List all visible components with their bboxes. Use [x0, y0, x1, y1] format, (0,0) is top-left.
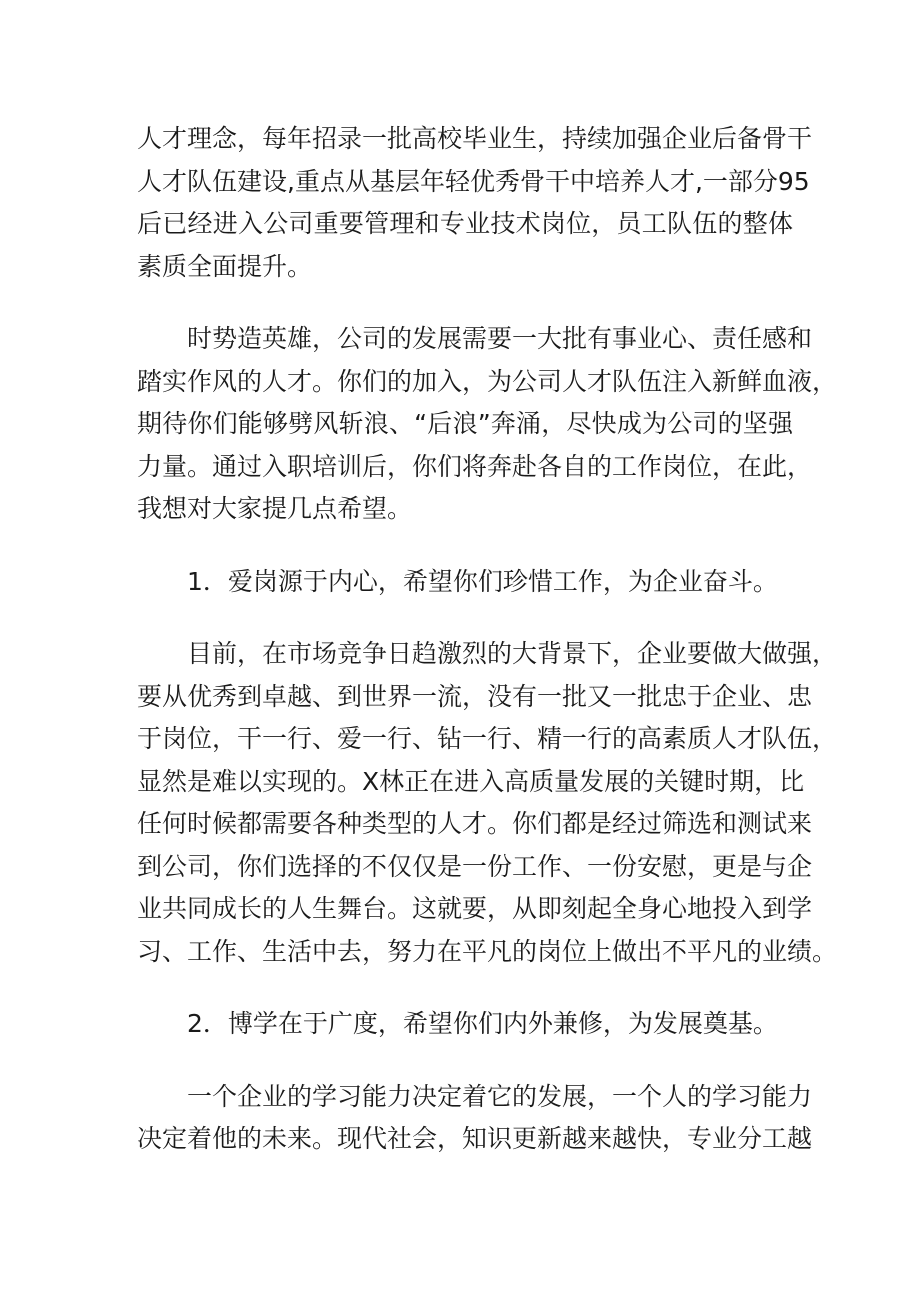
text-line: 任何时候都需要各种类型的人才。你们都是经过筛选和测试来	[137, 809, 813, 838]
document-body	[137, 118, 838, 1161]
text-line: 于岗位，干一行、爱一行、钻一行、精一行的高素质人才队伍，	[137, 724, 838, 753]
text-line: 素质全面提升。	[137, 251, 313, 281]
text-line: 人才理念，每年招录一批高校毕业生，持续加强企业后备骨干	[137, 124, 813, 153]
paragraph-gap	[137, 973, 793, 1003]
paragraph	[137, 118, 813, 288]
text-line: 目前，在市场竞争日趋激烈的大背景下，企业要做大做强，	[137, 639, 838, 668]
text-line: 显然是难以实现的。X林正在进入高质量发展的关键时期，比	[137, 766, 805, 796]
paragraph-gap	[137, 603, 793, 633]
text-line: 习、工作、生活中去，努力在平凡的岗位上做出不平凡的业绩。	[137, 936, 838, 966]
text-line: 时势造英雄，公司的发展需要一大批有事业心、责任感和	[137, 324, 813, 353]
section-heading	[137, 561, 793, 604]
text-line: 踏实作风的人才。你们的加入，为公司人才队伍注入新鲜血液，	[137, 366, 838, 396]
paragraph-gap	[137, 288, 793, 318]
text-line: 人才队伍建设,重点从基层年轻优秀骨干中培养人才,一部分95	[137, 166, 810, 196]
paragraph-gap	[137, 1046, 793, 1076]
paragraph	[137, 633, 838, 973]
text-line: 2．博学在于广度，希望你们内外兼修，为发展奠基。	[137, 1009, 778, 1038]
text-line: 1．爱岗源于内心，希望你们珍惜工作，为企业奋斗。	[137, 566, 778, 596]
text-line: 我想对大家提几点希望。	[137, 494, 413, 523]
text-line: 要从优秀到卓越、到世界一流，没有一批又一批忠于企业、忠	[137, 681, 813, 711]
text-line: 业共同成长的人生舞台。这就要，从即刻起全身心地投入到学	[137, 894, 813, 923]
text-line: 后已经进入公司重要管理和专业技术岗位，员工队伍的整体	[137, 209, 793, 238]
text-line: 期待你们能够劈风斩浪、“后浪”奔涌，尽快成为公司的坚强	[137, 409, 793, 438]
text-line: 力量。通过入职培训后，你们将奔赴各自的工作岗位，在此，	[137, 451, 813, 481]
text-line: 一个企业的学习能力决定着它的发展，一个人的学习能力	[137, 1081, 813, 1111]
text-line: 到公司，你们选择的不仅仅是一份工作、一份安慰，更是与企	[137, 851, 813, 881]
section-heading	[137, 1003, 793, 1046]
text-line: 决定着他的未来。现代社会，知识更新越来越快，专业分工越	[137, 1124, 813, 1153]
paragraph-gap	[137, 531, 793, 561]
paragraph	[137, 1076, 813, 1161]
paragraph	[137, 318, 838, 531]
